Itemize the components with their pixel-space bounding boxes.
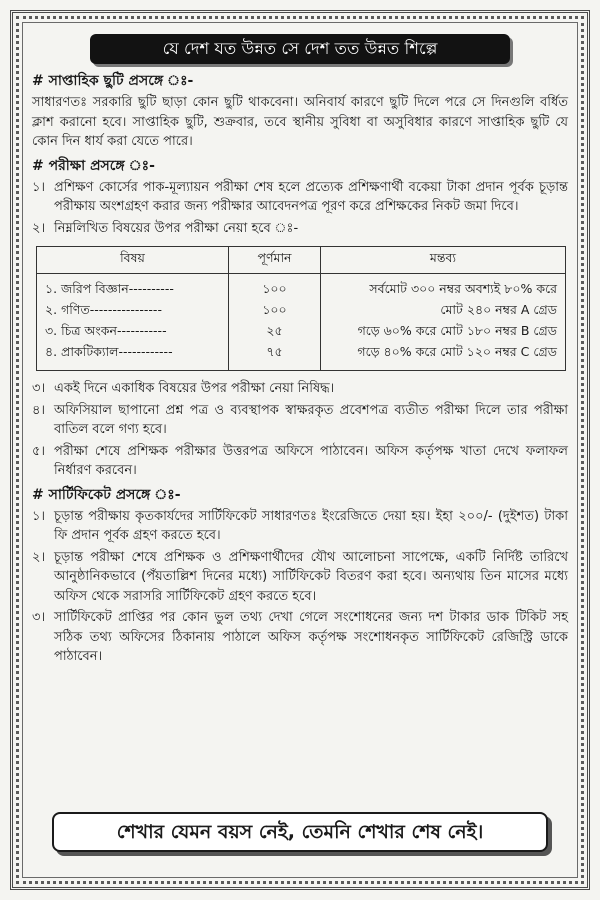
exam-item-number: ১। <box>32 179 46 195</box>
exam-item-number: ৩। <box>32 381 46 396</box>
certificate-item-number: ২। <box>32 549 46 565</box>
subject-cell: ৩. চিত্র অংকন----------- <box>37 322 229 343</box>
table-header-row <box>37 247 566 274</box>
table-row <box>37 322 566 343</box>
remark-cell: সর্বমোট ৩০০ নম্বর অবশ্যই ৮০% করে <box>321 274 566 302</box>
title-banner: যে দেশ যত উন্নত সে দেশ তত উন্নত শিল্পে <box>90 34 510 64</box>
exam-item <box>32 219 568 239</box>
certificate-item <box>32 507 568 546</box>
certificate-item-text: চূড়ান্ত পরীক্ষা শেষে প্রশিক্ষক ও প্রশিক্ষণার্থীদের যৌথ আলোচনা সাপেক্ষে, একটি নির্দিষ্ট তারিখে আনুষ্ঠানিকভাবে (পঁয়তাল্লিশ দিনের মধ্যে) সার্টিফিকেট বিতরণ করা হবে। অন্যথায় তিন মাসের মধ্যে অফিস থেকে সরাসরি সার্টিফিকেট গ্রহণ করতে হবে। <box>54 549 568 604</box>
marks-column-header: পূর্ণমান <box>229 247 321 274</box>
exam-subject-table <box>36 246 566 371</box>
certificate-item <box>32 608 568 667</box>
exam-item <box>32 379 568 399</box>
certificate-section <box>32 486 568 667</box>
exam-item <box>32 401 568 440</box>
subject-column-header: বিষয় <box>37 247 229 274</box>
exam-item-text: একই দিনে একাধিক বিষয়ের উপর পরীক্ষা নেয়া নিষিদ্ধ। <box>54 381 335 396</box>
table-row <box>37 343 566 371</box>
certificate-item-number: ৩। <box>32 610 46 625</box>
subject-cell: ১. জরিপ বিজ্ঞান---------- <box>37 274 229 302</box>
marks-cell: ১০০ <box>229 301 321 322</box>
certificate-item-text: চূড়ান্ত পরীক্ষায় কৃতকার্যদের সার্টিফিকেট সাধারণতঃ ইংরেজিতে দেয়া হয়। ইহা ২০০/- (দুইশত) টাকা ফি প্রদান পূর্বক গ্রহণ করতে হবে। <box>54 508 568 543</box>
remark-cell: মোট ২৪০ নম্বর A গ্রেড <box>321 301 566 322</box>
footer-banner: শেখার যেমন বয়স নেই, তেমনি শেখার শেষ নেই। <box>52 812 548 852</box>
exam-item <box>32 442 568 481</box>
exam-item <box>32 178 568 217</box>
remark-cell: গড়ে ৬০% করে মোট ১৮০ নম্বর B গ্রেড <box>321 322 566 343</box>
exam-item-text: নিম্নলিখিত বিষয়ের উপর পরীক্ষা নেয়া হবে ঃ- <box>54 220 299 236</box>
marks-cell: ৭৫ <box>229 343 321 371</box>
weekly-holiday-heading: # সাপ্তাহিক ছুটি প্রসঙ্গে ঃ- <box>32 73 194 89</box>
weekly-holiday-section <box>32 72 568 152</box>
exam-heading: # পরীক্ষা প্রসঙ্গে ঃ- <box>32 157 155 174</box>
table-row <box>37 301 566 322</box>
certificate-item <box>32 548 568 607</box>
remark-column-header: মন্তব্য <box>321 247 566 274</box>
remark-cell: গড়ে ৪০% করে মোট ১২০ নম্বর C গ্রেড <box>321 343 566 371</box>
marks-cell: ১০০ <box>229 274 321 302</box>
exam-item-text: অফিসিয়াল ছাপানো প্রশ্ন পত্র ও ব্যবস্থাপক স্বাক্ষরকৃত প্রবেশপত্র ব্যতীত পরীক্ষা দিলে তার পরীক্ষা বাতিল বলে গণ্য হবে। <box>54 402 568 437</box>
subject-cell: ৪. প্রাকটিক্যাল------------ <box>37 343 229 371</box>
subject-cell: ২. গণিত---------------- <box>37 301 229 322</box>
weekly-holiday-text: সাধারণতঃ সরকারি ছুটি ছাড়া কোন ছুটি থাকবেনা। অনিবার্য কারণে ছুটি দিলে পরে সে দিনগুলি বর্ধিত ক্লাশ করানো হবে। সাপ্তাহিক ছুটি, শুক্রবার, তবে স্থানীয় সুবিধা বা অসুবিধার কারণে সাপ্তাহিক ছুটি যে কোন দিন ধার্য করা যেতে পারে। <box>32 95 568 149</box>
exam-section <box>32 157 568 481</box>
exam-item-number: ৪। <box>32 402 46 418</box>
certificate-heading: # সার্টিফিকেট প্রসঙ্গে ঃ- <box>32 486 181 503</box>
exam-item-number: ৫। <box>32 443 46 459</box>
table-row <box>37 274 566 302</box>
certificate-item-number: ১। <box>32 508 46 524</box>
certificate-item-text: সার্টিফিকেট প্রাপ্তির পর কোন ভুল তথ্য দেখা গেলে সংশোধনের জন্য দশ টাকার ডাক টিকিট সহ সঠিক তথ্য অফিসের ঠিকানায় পাঠালে অফিস কর্তৃপক্ষ সংশোধনকৃত সার্টিফিকেট রেজিস্ট্রি ডাকে পাঠাবেন। <box>54 610 568 664</box>
marks-cell: ২৫ <box>229 322 321 343</box>
exam-item-number: ২। <box>32 220 46 236</box>
content <box>32 30 568 669</box>
exam-item-text: প্রশিক্ষণ কোর্সের পাক-মূল্যায়ন পরীক্ষা শেষ হলে প্রত্যেক প্রশিক্ষণার্থী বকেয়া টাকা প্রদান পূর্বক চূড়ান্ত পরীক্ষায় অংশগ্রহণ করার জন্য পরীক্ষার আবেদনপত্র পূরণ করে প্রশিক্ষকের নিকট জমা দিবে। <box>54 179 568 214</box>
exam-item-text: পরীক্ষা শেষে প্রশিক্ষক পরীক্ষার উত্তরপত্র অফিসে পাঠাবেন। অফিস কর্তৃপক্ষ খাতা দেখে ফলাফল নির্ধারণ করবেন। <box>54 443 568 478</box>
